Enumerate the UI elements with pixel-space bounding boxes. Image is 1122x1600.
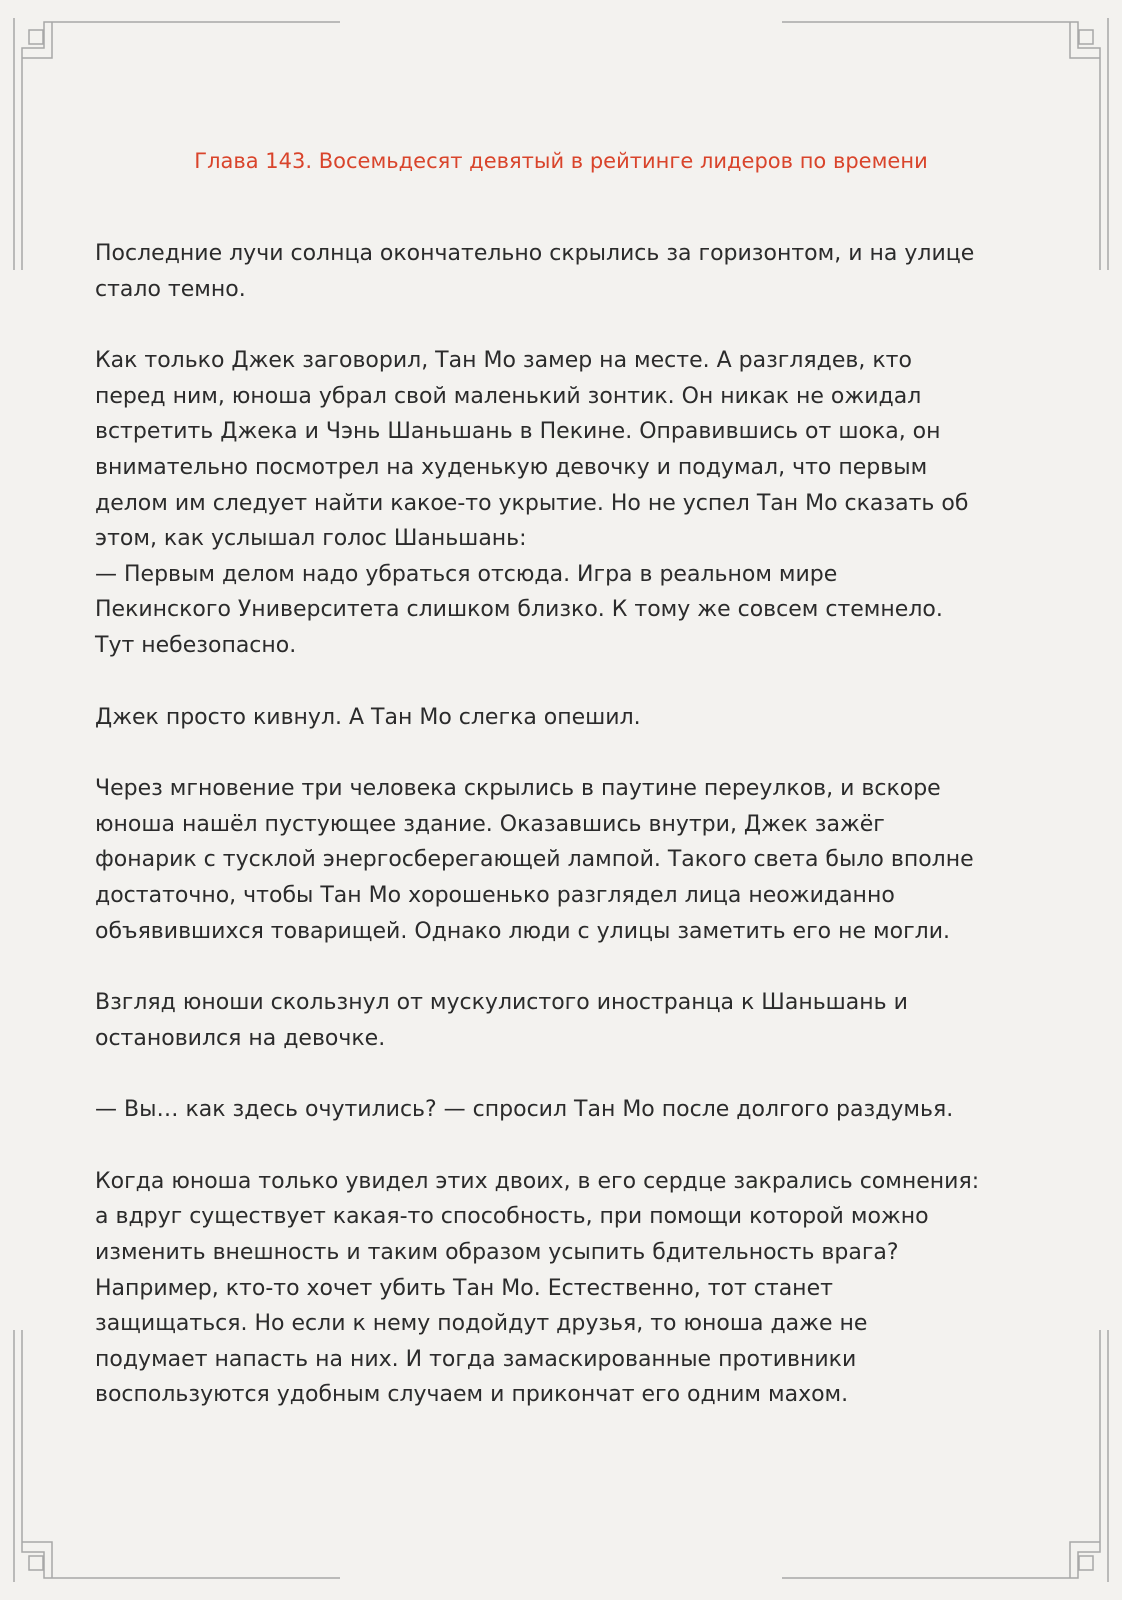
paragraph-4: Через мгновение три человека скрылись в паутине переулков, и вскоре юноша нашёл пустующее здание. Оказавшись внутри, Джек зажёг фонарик с тусклой энергосберегающей лампой. Такого света было вполне достаточно, чтобы Тан Мо хорошенько разглядел лица неожиданно объявившихся товарищей. Однако люди с улицы заметить его не могли. xyxy=(95,776,974,944)
paragraph-5: Взгляд юноши скользнул от мускулистого иностранца к Шаньшань и остановился на девочке. xyxy=(95,990,908,1051)
chapter-body xyxy=(95,236,1035,1449)
chapter-title: Глава 143. Восемьдесят девятый в рейтинге лидеров по времени xyxy=(194,149,928,173)
paragraph-3: Джек просто кивнул. А Тан Мо слегка опешил. xyxy=(95,704,641,730)
paragraph-6: — Вы… как здесь очутились? — спросил Тан Мо после долгого раздумья. xyxy=(95,1097,954,1123)
paragraph-7: Когда юноша только увидел этих двоих, в его сердце закрались сомнения: а вдруг существует какая-то способность, при помощи которой можно изменить внешность и таким образом усыпить бдительность врага? Например, кто-то хочет убить Тан Мо. Естественно, тот станет защищаться. Но если к нему подойдут друзья, то юноша даже не подумает напасть на них. И тогда замаскированные противники воспользуются удобным случаем и прикончат его одним махом. xyxy=(95,1168,980,1408)
paragraph-2: Как только Джек заговорил, Тан Мо замер на месте. А разглядев, кто перед ним, юноша убрал свой маленький зонтик. Он никак не ожидал встретить Джека и Чэнь Шаньшань в Пекине. Оправившись от шока, он внимательно посмотрел на худенькую девочку и подумал, что первым делом им следует найти какое-то укрытие. Но не успел Тан Мо сказать об этом, как услышал голос Шаньшань: — Первым делом надо убраться отсюда. Игра в реальном мире Пекинского Университета слишком близко. К тому же совсем стемнело. Тут небезопасно. xyxy=(95,348,969,658)
paragraph-1: Последние лучи солнца окончательно скрылись за горизонтом, и на улице стало темно. xyxy=(95,241,975,302)
